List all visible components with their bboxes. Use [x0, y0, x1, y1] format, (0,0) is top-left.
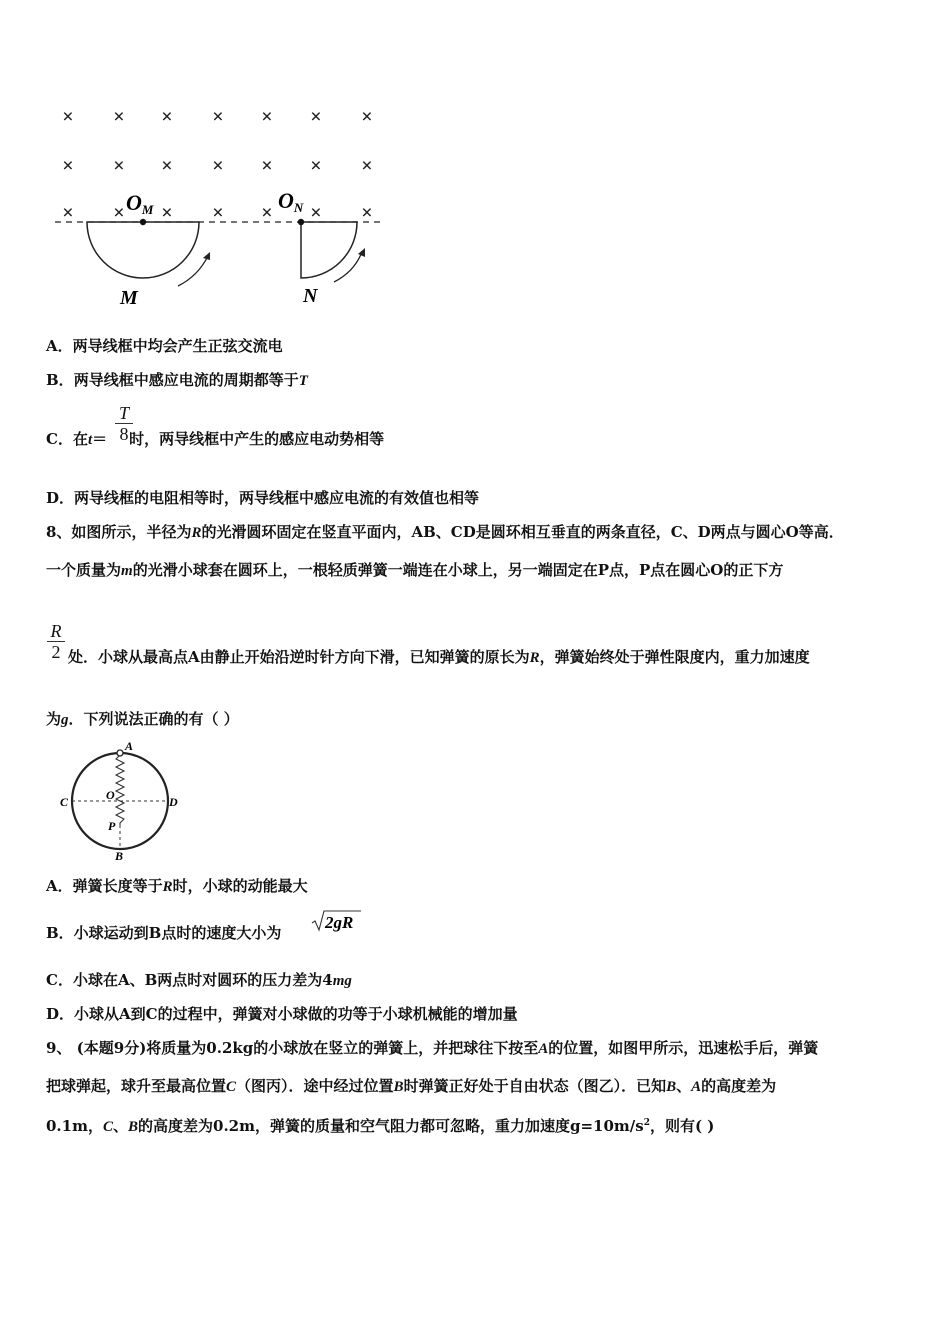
label-on-main: O	[278, 188, 294, 213]
variable-b: B	[128, 1119, 139, 1135]
q9-stem-line-1	[46, 1038, 818, 1059]
cross-mark: ×	[310, 202, 322, 224]
pivot-om	[140, 219, 146, 225]
variable-b: B	[666, 1079, 677, 1095]
text: 0.1m，	[46, 1117, 103, 1135]
text: 的位置，如图甲所示，迅速松手后，弹簧	[548, 1039, 819, 1057]
cross-mark: ×	[113, 155, 125, 177]
text: 一个质量为	[46, 561, 122, 579]
text: 把球弹起，球升至最高位置	[46, 1077, 227, 1095]
cross-mark: ×	[212, 202, 224, 224]
label-n: N	[303, 285, 318, 307]
cross-mark: ×	[361, 202, 373, 224]
fraction-numerator: T	[118, 403, 129, 423]
point-label-d: D	[169, 795, 178, 809]
fraction-numerator: R	[50, 621, 62, 641]
point-label-a: A	[125, 739, 134, 753]
label-on	[278, 188, 304, 215]
text: 时弹簧正好处于自由状态（图乙）．已知	[403, 1077, 667, 1095]
cross-mark: ×	[113, 106, 125, 128]
q8-stem-line-2	[46, 560, 783, 581]
fraction-denominator: 8	[119, 424, 129, 444]
fraction-denominator: 2	[51, 642, 61, 662]
rotation-arrowhead-m	[203, 252, 210, 260]
ring-spring-figure	[55, 738, 185, 863]
variable-t: t	[87, 432, 93, 448]
q8-option-d	[46, 1004, 518, 1024]
variable-m: m	[121, 563, 133, 579]
point-label-c: C	[60, 795, 69, 809]
text: 、	[112, 1117, 128, 1135]
text: 9、 (本题9分)将质量为0.2kg的小球放在竖立的弹簧上，并把球往下按至	[46, 1039, 539, 1057]
point-label-p: P	[108, 819, 116, 833]
option-text-post: 时，两导线框中产生的感应电动势相等	[129, 430, 385, 448]
text: 的光滑圆环固定在竖直平面内，AB、CD是圆环相互垂直的两条直径，C、D两点与圆心O等高．	[201, 523, 844, 541]
option-text: 两导线框中均会产生正弦交流电	[72, 337, 283, 355]
fraction-t-over-8	[115, 404, 133, 443]
label-om-main: O	[126, 190, 142, 215]
label-m: M	[120, 287, 138, 309]
field-crosses	[62, 106, 372, 224]
text: A．弹簧长度等于	[46, 877, 163, 895]
text: C．小球在A、B两点时对圆环的压力差为	[46, 971, 323, 989]
variable-a: A	[538, 1041, 549, 1057]
q8-stem-line-3	[68, 647, 810, 668]
variable-g: g	[61, 712, 69, 728]
cross-mark: ×	[62, 106, 74, 128]
text: 8、如图所示，半径为	[46, 523, 192, 541]
variable-c: C	[102, 1119, 113, 1135]
label-om-sub: M	[141, 202, 154, 217]
cross-mark: ×	[113, 202, 125, 224]
variable-r: R	[191, 525, 202, 541]
cross-mark: ×	[161, 202, 173, 224]
cross-mark: ×	[212, 155, 224, 177]
q8-stem-line-4	[46, 709, 239, 730]
label-om	[126, 190, 154, 217]
cross-mark: ×	[261, 155, 273, 177]
pivot-on	[298, 219, 304, 225]
q9-stem-line-3	[46, 1113, 714, 1137]
q7-option-c	[46, 429, 384, 450]
q9-stem-line-2	[46, 1076, 776, 1097]
value: 4	[322, 971, 333, 989]
spring	[116, 755, 124, 825]
variable-r: R	[162, 879, 173, 895]
cross-mark: ×	[62, 155, 74, 177]
text: ．下列说法正确的有（ ）	[68, 710, 239, 728]
variable-mg: mg	[332, 973, 352, 989]
quarter-circle-loop-n	[301, 222, 357, 278]
variable-a: A	[691, 1079, 702, 1095]
equals-sign: ＝	[92, 430, 108, 448]
cross-mark: ×	[310, 106, 322, 128]
magnetic-field-figure	[50, 100, 390, 315]
label-on-sub: N	[293, 200, 304, 215]
q8-option-a	[46, 876, 308, 897]
option-text: 两导线框中感应电流的周期都等于	[73, 371, 299, 389]
q8-option-c	[46, 970, 352, 991]
cross-mark: ×	[161, 106, 173, 128]
text: ，弹簧始终处于弹性限度内，重力加速度	[539, 648, 810, 666]
option-label: B．	[46, 371, 74, 389]
option-label: A．	[46, 337, 73, 355]
superscript: 2	[643, 1118, 650, 1128]
cross-mark: ×	[62, 202, 74, 224]
text: 处．小球从最高点A由静止开始沿逆时针方向下滑，已知弹簧的原长为	[68, 648, 530, 666]
semicircle-loop-m	[87, 222, 199, 278]
q8-option-b	[46, 923, 281, 943]
option-label: D．	[46, 489, 75, 507]
rotation-arrowhead-n	[358, 248, 365, 257]
q7-option-b	[46, 370, 308, 391]
cross-mark: ×	[361, 155, 373, 177]
text: B．小球运动到B点时的速度大小为	[46, 924, 282, 942]
q7-option-d	[46, 488, 479, 508]
text: 的光滑小球套在圆环上，一根轻质弹簧一端连在小球上，另一端固定在P点，P点在圆心O的正下方	[132, 561, 784, 579]
radicand: 2gR	[325, 913, 354, 932]
sqrt-2gr	[311, 908, 363, 934]
option-label: C．	[46, 430, 73, 448]
text: 的高度差为0.2m，弹簧的质量和空气阻力都可忽略，重力加速度g=10m/s	[138, 1117, 644, 1135]
q7-option-a	[46, 336, 283, 356]
point-label-b: B	[115, 849, 124, 863]
option-text-pre: 在	[72, 430, 88, 448]
cross-mark: ×	[212, 106, 224, 128]
cross-mark: ×	[361, 106, 373, 128]
variable-b: B	[393, 1079, 404, 1095]
point-label-o: O	[106, 788, 115, 802]
cross-mark: ×	[261, 106, 273, 128]
text: 为	[46, 710, 62, 728]
text: 、	[676, 1077, 692, 1095]
text: ，则有( )	[649, 1117, 715, 1135]
q8-stem-line-1	[46, 522, 844, 543]
variable-r: R	[529, 650, 540, 666]
variable-c: C	[226, 1079, 237, 1095]
variable-t: T	[298, 373, 308, 389]
fraction-r-over-2	[47, 622, 65, 661]
text: D．小球从A到C的过程中，弹簧对小球做的功等于小球机械能的增加量	[46, 1005, 518, 1023]
text: 的高度差为	[701, 1077, 777, 1095]
rotation-arrow-m	[178, 256, 208, 286]
cross-mark: ×	[310, 155, 322, 177]
rotation-arrow-n	[334, 252, 362, 282]
cross-mark: ×	[261, 202, 273, 224]
cross-mark: ×	[161, 155, 173, 177]
text: 时，小球的动能最大	[172, 877, 308, 895]
text: （图丙）．途中经过位置	[236, 1077, 394, 1095]
option-text: 两导线框的电阻相等时，两导线框中感应电流的有效值也相等	[74, 489, 480, 507]
ball	[117, 750, 123, 756]
